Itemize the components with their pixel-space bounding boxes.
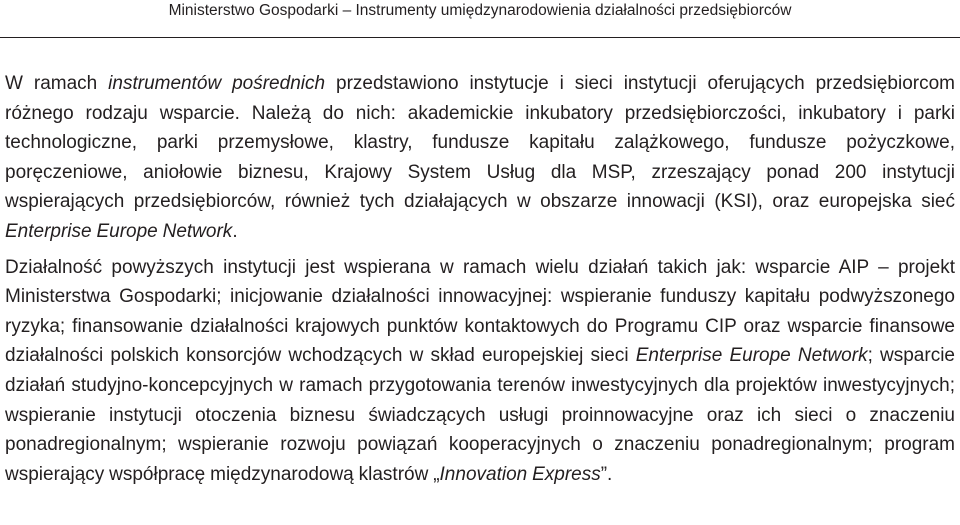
header-title: Ministerstwo Gospodarki – Instrumenty umiędzynarodowienia działalności przedsiębiorców xyxy=(168,2,792,19)
p1-text-3: . xyxy=(232,220,238,242)
paragraph-indirect-instruments xyxy=(5,69,955,247)
p2-italic-program: Innovation Express xyxy=(439,463,601,485)
header-divider xyxy=(0,37,960,38)
p2-text-1: Działalność powyższych instytucji jest wspierana w ramach wielu działań takich jak: wsparcie AIP – projekt Ministerstwa Gospodarki; inicjowanie działalności innowacyjnej: wspieranie funduszy kapitału podwyższonego ryzyka; finansowanie działalności krajowych punktów kontaktowych do Programu CIP oraz wsparcie finansowe działalności polskich konsorcjów wchodzących w skład europejskiej sieci xyxy=(5,256,955,367)
p1-italic-term: instrumentów pośrednich xyxy=(108,73,326,94)
paragraph-support-activities xyxy=(5,253,955,490)
p2-text-3: ”. xyxy=(600,463,613,485)
p1-italic-network: Enterprise Europe Network xyxy=(5,220,233,242)
document-body xyxy=(5,69,955,489)
p1-text-1: W ramach xyxy=(5,73,109,94)
p1-text-2: przedstawiono instytucje i sieci instytucji oferujących przedsiębiorcom różnego rodzaju wsparcie. Należą do nich: akademickie inkubatory przedsiębiorczości, inkubatory i parki technologiczne, parki przemysłowe, klastry, fundusze kapitału zalążkowego, fundusze pożyczkowe, poręczeniowe, aniołowie biznesu, Krajowy System Usług dla MSP, zrzeszający ponad 200 instytucji wspierających przedsiębiorców, również tych działających w obszarze innowacji (KSI), oraz europejska sieć xyxy=(5,73,955,213)
running-header xyxy=(0,0,960,36)
p2-text-2: ; wsparcie działań studyjno-koncepcyjnych w ramach przygotowania terenów inwestycyjnych dla projektów inwestycyjnych; wspieranie instytucji otoczenia biznesu świadczących usługi proinnowacyjne oraz ich sieci o znaczeniu ponadregionalnym; wspieranie rozwoju powiązań kooperacyjnych o znaczeniu ponadregionalnym; program wspierający współpracę międzynarodową klastrów „ xyxy=(5,345,955,485)
p2-italic-network: Enterprise Europe Network xyxy=(635,345,868,367)
